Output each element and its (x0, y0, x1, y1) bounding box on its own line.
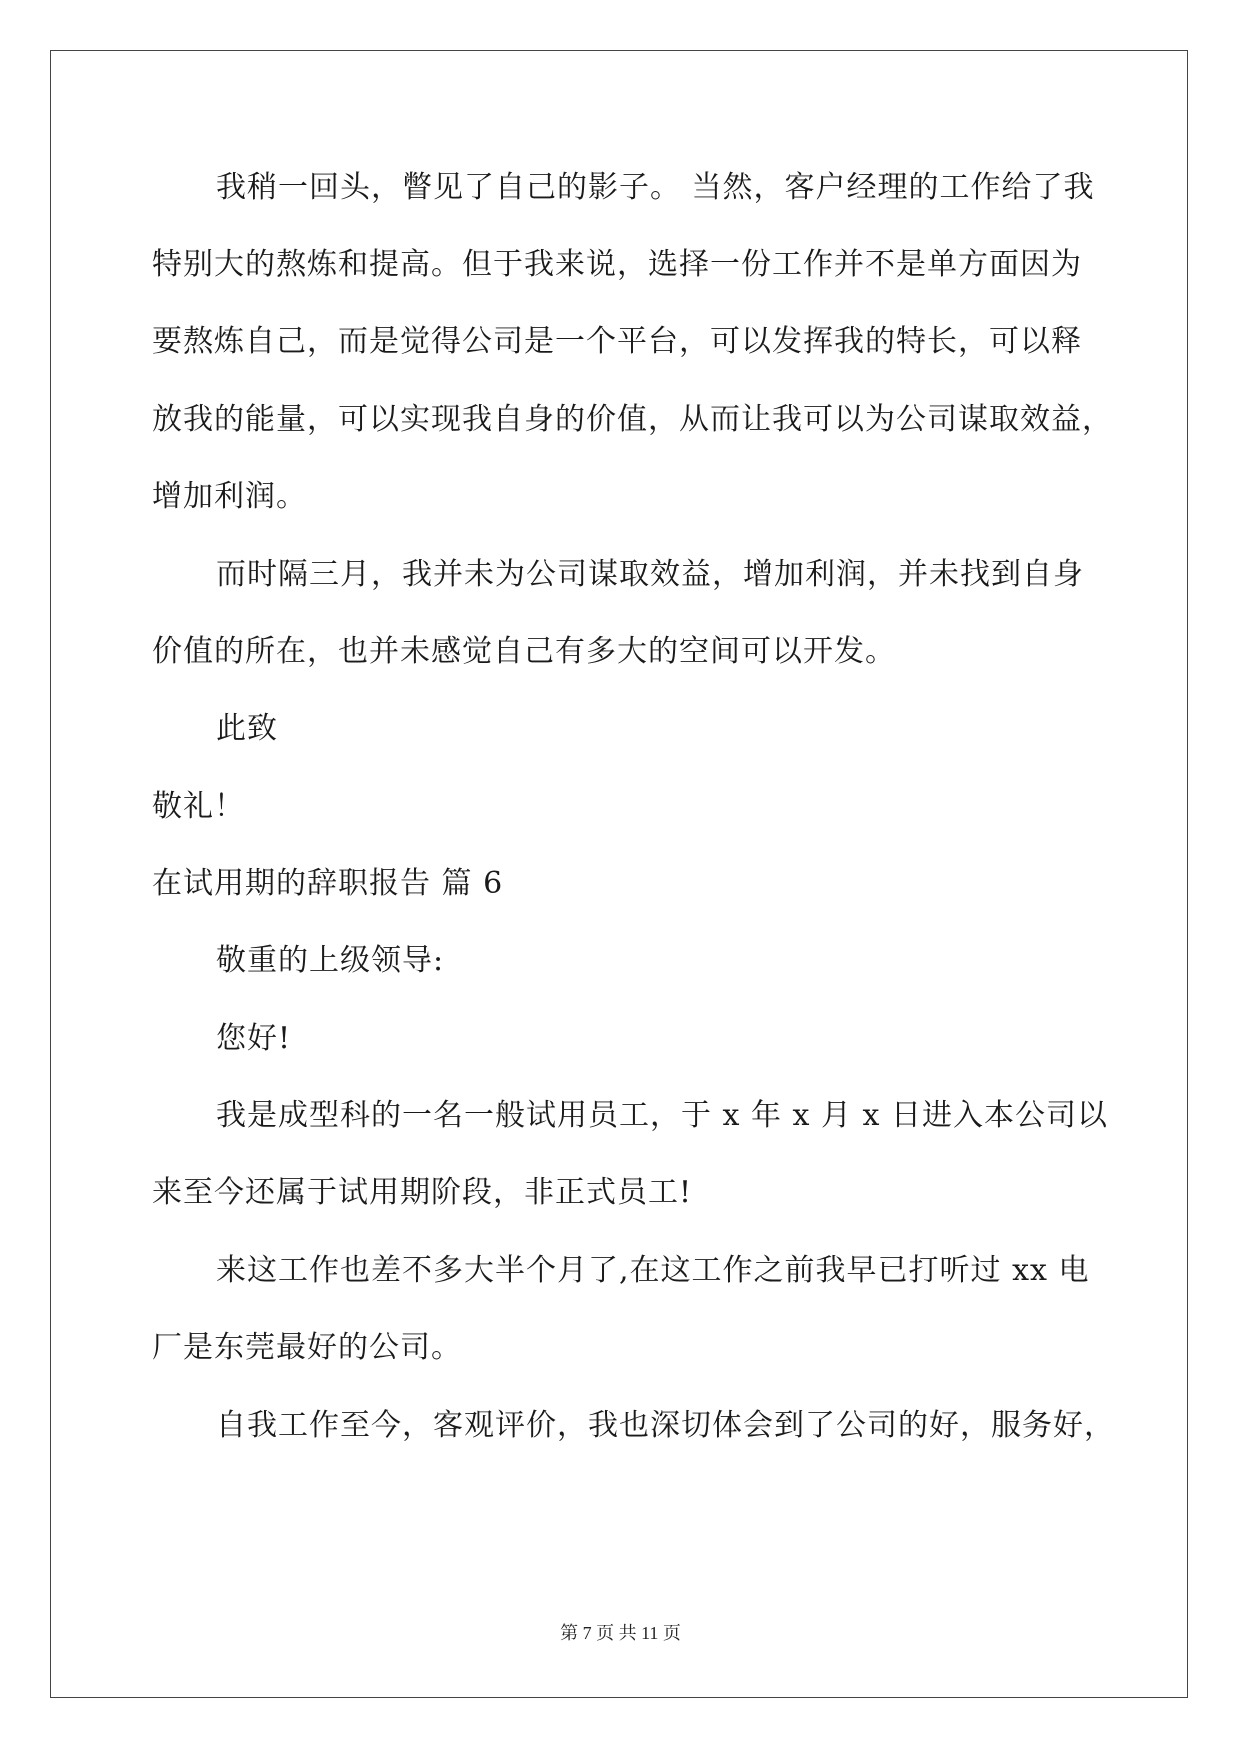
paragraph-line: 特别大的熬炼和提高。但于我来说，选择一份工作并不是单方面因为 (152, 247, 1082, 282)
paragraph-line: 来这工作也差不多大半个月了,在这工作之前我早已打听过 xx 电 (216, 1253, 1090, 1288)
paragraph-line: 而时隔三月，我并未为公司谋取效益，增加利润，并未找到自身 (216, 557, 1084, 592)
letter-greeting: 您好! (216, 1021, 292, 1056)
paragraph-line: 增加利润。 (152, 479, 307, 514)
closing-regards: 敬礼！ (152, 789, 245, 824)
closing-salutation: 此致 (216, 711, 278, 746)
paragraph-line: 要熬炼自己，而是觉得公司是一个平台，可以发挥我的特长，可以释 (152, 324, 1082, 359)
section-heading: 在试用期的辞职报告 篇 6 (152, 866, 504, 901)
paragraph-line: 我稍一回头，瞥见了自己的影子。 当然，客户经理的工作给了我 (216, 170, 1095, 205)
paragraph-line: 放我的能量，可以实现我自身的价值，从而让我可以为公司谋取效益， (152, 402, 1113, 437)
paragraph-line: 厂是东莞最好的公司。 (152, 1330, 462, 1365)
paragraph-line: 自我工作至今，客观评价，我也深切体会到了公司的好，服务好， (216, 1408, 1115, 1443)
paragraph-line: 来至今还属于试用期阶段，非正式员工! (152, 1175, 693, 1210)
paragraph-line: 我是成型科的一名一般试用员工，于 x 年 x 月 x 日进入本公司以 (216, 1098, 1108, 1133)
paragraph-line: 价值的所在，也并未感觉自己有多大的空间可以开发。 (152, 634, 896, 669)
page-number: 第 7 页 共 11 页 (560, 1623, 681, 1643)
letter-greeting: 敬重的上级领导: (216, 943, 445, 978)
